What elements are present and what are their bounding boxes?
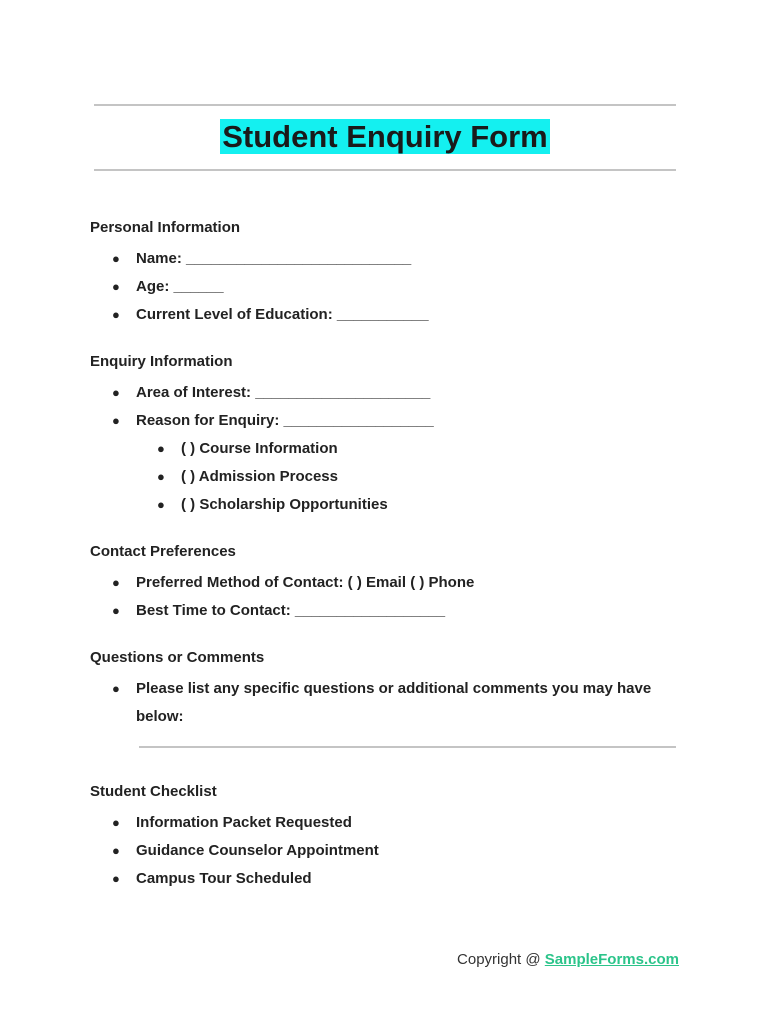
- checklist-item-label: Information Packet Requested: [136, 814, 352, 831]
- list-item-contact-method: [112, 573, 474, 593]
- list-item-area-of-interest: [112, 383, 430, 403]
- checklist-item-campus-tour: [112, 869, 312, 889]
- section-heading-questions: Questions or Comments: [90, 649, 265, 666]
- checklist-item-label: Campus Tour Scheduled: [136, 870, 312, 887]
- list-item-reason: [112, 411, 434, 431]
- list-item-education: [112, 305, 429, 325]
- copyright-footer: [457, 950, 679, 970]
- reason-option-scholarship: [157, 495, 388, 515]
- bullet-icon: ●: [112, 575, 120, 590]
- list-item-best-time: [112, 601, 445, 621]
- bullet-icon: ●: [112, 307, 120, 322]
- bullet-icon: ●: [157, 469, 165, 484]
- bullet-icon: ●: [157, 441, 165, 456]
- reason-label: Reason for Enquiry: __________________: [136, 412, 434, 429]
- sampleforms-link[interactable]: SampleForms.com: [544, 951, 679, 968]
- checklist-item-counselor: [112, 841, 379, 861]
- section-heading-contact: Contact Preferences: [90, 543, 236, 560]
- list-item-name: [112, 249, 411, 269]
- section-heading-enquiry: Enquiry Information: [90, 353, 233, 370]
- list-item-comments-prompt: [112, 679, 651, 699]
- name-field-label: Name: ___________________________: [136, 250, 412, 267]
- bullet-icon: ●: [157, 497, 165, 512]
- section-heading-checklist: Student Checklist: [90, 783, 217, 800]
- list-item-age: [112, 277, 224, 297]
- bullet-icon: ●: [112, 815, 120, 830]
- comments-prompt-line1: Please list any specific questions or additional comments you may have: [136, 680, 652, 697]
- checklist-item-label: Guidance Counselor Appointment: [136, 842, 379, 859]
- comments-prompt-line2: below:: [136, 708, 184, 725]
- age-field-label: Age: ______: [136, 278, 224, 295]
- page-title: [0, 117, 770, 157]
- bullet-icon: ●: [112, 603, 120, 618]
- bullet-icon: ●: [112, 251, 120, 266]
- reason-option-label: ( ) Admission Process: [181, 468, 338, 485]
- bullet-icon: ●: [112, 843, 120, 858]
- bullet-icon: ●: [112, 413, 120, 428]
- contact-method-label: Preferred Method of Contact: ( ) Email ( ) Phone: [136, 574, 475, 591]
- title-divider: [94, 169, 676, 171]
- best-time-label: Best Time to Contact: __________________: [136, 602, 446, 619]
- reason-option-label: ( ) Scholarship Opportunities: [181, 496, 388, 513]
- page-title-text: Student Enquiry Form: [222, 119, 548, 154]
- top-divider: [94, 104, 676, 106]
- section-heading-personal: Personal Information: [90, 219, 241, 236]
- reason-option-label: ( ) Course Information: [181, 440, 338, 457]
- checklist-item-info-packet: [112, 813, 352, 833]
- copyright-prefix: Copyright @: [457, 951, 545, 968]
- comment-writing-line: [139, 746, 676, 748]
- bullet-icon: ●: [112, 681, 120, 696]
- bullet-icon: ●: [112, 279, 120, 294]
- area-of-interest-label: Area of Interest: _____________________: [136, 384, 431, 401]
- education-field-label: Current Level of Education: ___________: [136, 306, 429, 323]
- reason-option-course: [157, 439, 338, 459]
- reason-option-admission: [157, 467, 338, 487]
- bullet-icon: ●: [112, 385, 120, 400]
- bullet-icon: ●: [112, 871, 120, 886]
